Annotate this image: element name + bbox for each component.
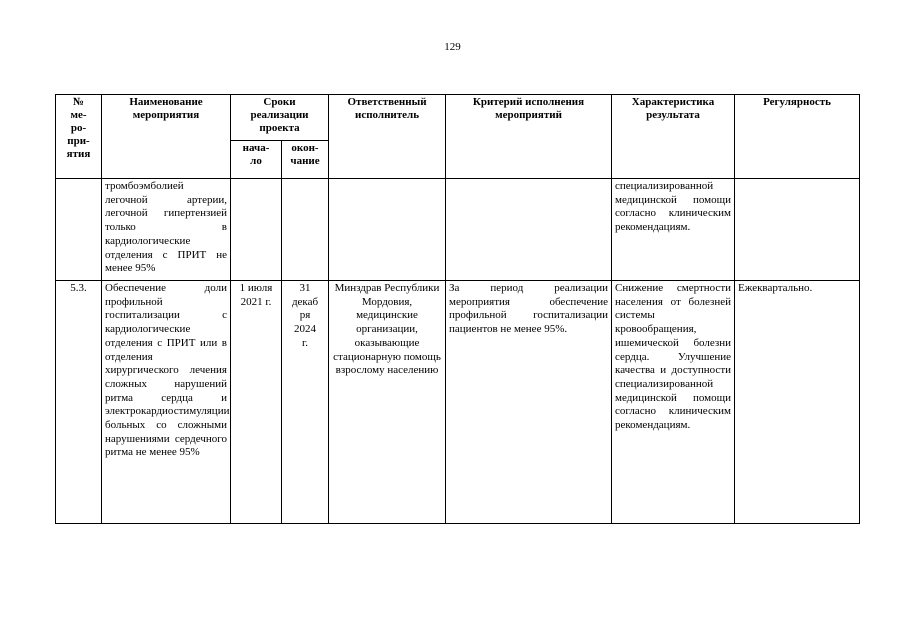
row-end: 31 декаб ря 2024 г. xyxy=(282,281,329,524)
row-executor xyxy=(329,179,446,281)
table-row xyxy=(56,281,860,524)
header-number: № ме- ро- при- ятия xyxy=(56,95,102,179)
row-number xyxy=(56,179,102,281)
row-start xyxy=(231,179,282,281)
header-end: окон- чание xyxy=(282,141,329,179)
row-result: Снижение смертности населения от болезней системы кровообращения, ишемической болезни сердца. Улучшение качества и доступности специализированной медицинской помощи согласно клиническим рекомендациям. xyxy=(612,281,735,524)
header-executor: Ответственный исполнитель xyxy=(329,95,446,179)
row-regularity: Ежеквартально. xyxy=(735,281,860,524)
row-result: специализированной медицинской помощи согласно клиническим рекомендациям. xyxy=(612,179,735,281)
header-regularity: Регулярность xyxy=(735,95,860,179)
row-event-name: тромбоэмболией легочной артерии, легочной гипертензией только в кардиологические отделения с ПРИТ не менее 95% xyxy=(102,179,231,281)
events-table xyxy=(55,94,860,524)
header-terms: Сроки реализации проекта xyxy=(231,95,329,141)
row-criterion xyxy=(446,179,612,281)
row-start: 1 июля 2021 г. xyxy=(231,281,282,524)
page-number: 129 xyxy=(444,41,461,53)
row-number: 5.3. xyxy=(56,281,102,524)
header-row xyxy=(56,95,860,141)
row-regularity xyxy=(735,179,860,281)
header-criterion: Критерий исполнения мероприятий xyxy=(446,95,612,179)
header-start: нача- ло xyxy=(231,141,282,179)
table-row xyxy=(56,179,860,281)
row-end xyxy=(282,179,329,281)
row-executor: Минздрав Республики Мордовия, медицинские организации, оказывающие стационарную помощь взрослому населению xyxy=(329,281,446,524)
header-event-name: Наименование мероприятия xyxy=(102,95,231,179)
row-event-name: Обеспечение доли профильной госпитализации с кардиологические отделения с ПРИТ или в отделения хирургического лечения сложных нарушений ритма сердца и электрокардиостимуляции больных со сложными нарушениями сердечного ритма не менее 95% xyxy=(102,281,231,524)
row-criterion: За период реализации мероприятия обеспечение профильной госпитализации пациентов не менее 95%. xyxy=(446,281,612,524)
header-result: Характеристика результата xyxy=(612,95,735,179)
